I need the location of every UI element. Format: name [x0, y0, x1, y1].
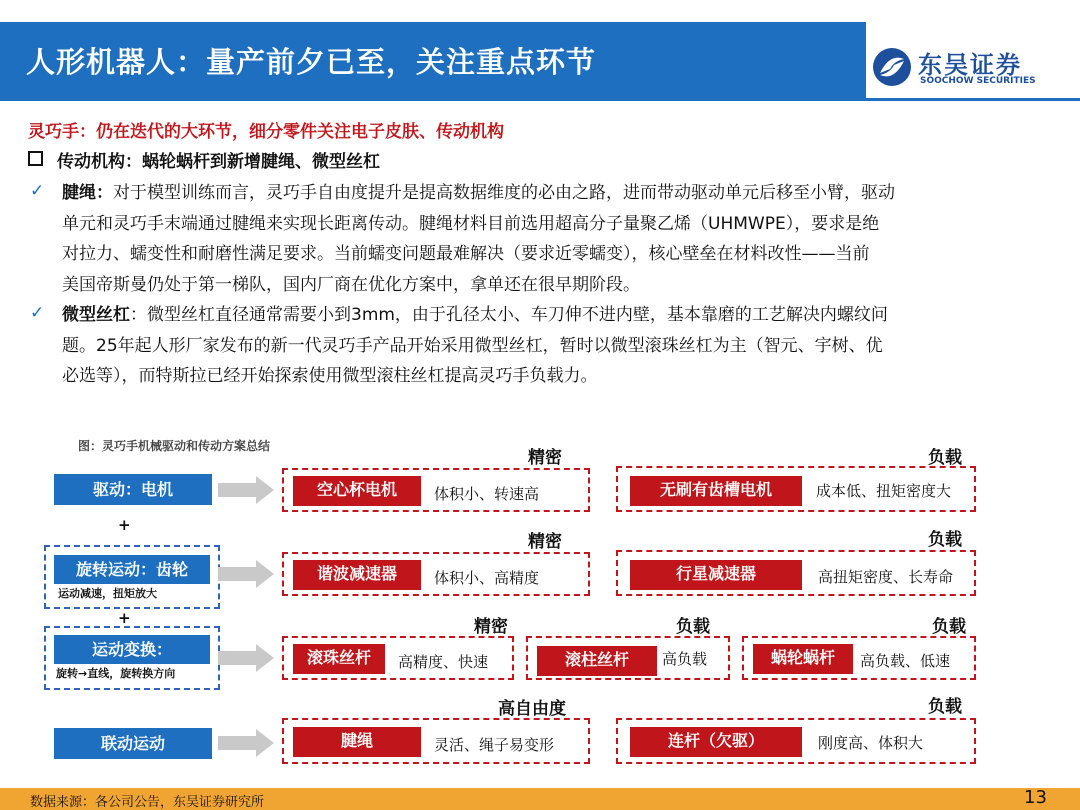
- row2-left-header: 精密: [528, 532, 562, 552]
- bullet-line: 美国帝斯曼仍处于第一梯队，国内厂商在优化方案中，拿单还在很早期阶段。: [62, 274, 640, 295]
- tendon-box: 腱绳: [293, 727, 421, 757]
- bullet-line: 单元和灵巧手末端通过腱绳来实现长距离传动。腱绳材料目前选用超高分子量聚乙烯（UHMWPE），要求是绝: [62, 213, 880, 234]
- arrow-right-icon: [216, 727, 276, 759]
- subtitle: 灵巧手：仍在迭代的大环节，细分零件关注电子皮肤、传动机构: [28, 122, 504, 142]
- section-heading: [28, 147, 380, 172]
- bullet-micro-screw: [62, 300, 1062, 392]
- check-icon: ✓: [30, 303, 45, 323]
- logo-text-cn: 东吴证券: [918, 51, 1022, 79]
- row2-right-feature: 高扭矩密度、长寿命: [818, 568, 954, 586]
- harmonic-reducer-box: 谐波减速器: [293, 560, 421, 590]
- rotate-gear-box: 旋转运动：齿轮: [54, 555, 210, 584]
- row3-a-feature: 高精度、快速: [398, 653, 489, 671]
- row3-b-feature: 高负载: [662, 650, 708, 668]
- check-icon: ✓: [30, 181, 45, 201]
- drive-motor-box: 驱动：电机: [54, 474, 212, 505]
- bullet-term: 腱绳：: [62, 183, 113, 203]
- plus-sign: +: [118, 609, 131, 627]
- bullet-line: 题。25年起人形厂家发布的新一代灵巧手产品开始采用微型丝杠，暂时以微型滚珠丝杠为主（智元、宇树、优: [62, 335, 883, 356]
- row4-right-header: 负载: [928, 697, 962, 717]
- transform-box: 运动变换：: [54, 635, 210, 664]
- data-source: 数据来源：各公司公告，东吴证券研究所: [30, 795, 265, 810]
- row2-left-feature: 体积小、高精度: [434, 569, 540, 587]
- bullet-term: 微型丝杠: [62, 305, 130, 325]
- row4-left-feature: 灵活、绳子易变形: [434, 736, 555, 754]
- arrow-right-icon: [216, 642, 276, 674]
- row3-a-header: 精密: [474, 617, 508, 637]
- linkage-box: 联动运动: [54, 728, 212, 759]
- arrow-right-icon: [216, 558, 276, 590]
- logo-text-en: SOOCHOW SECURITIES: [920, 76, 1036, 86]
- row3-b-header: 负载: [676, 617, 710, 637]
- header-rule: [0, 98, 1080, 101]
- bullet-line: ：微型丝杠直径通常需要小到3mm，由于孔径太小、车刀伸不进内壁，基本靠磨的工艺解决内螺纹问: [130, 305, 888, 325]
- row3-c-header: 负载: [932, 617, 966, 637]
- bullet-tendon: [62, 178, 1062, 300]
- row2-right-header: 负载: [928, 530, 962, 550]
- figure-caption: 图：灵巧手机械驱动和传动方案总结: [78, 439, 271, 453]
- row1-left-header: 精密: [528, 448, 562, 468]
- row1-right-header: 负载: [928, 448, 962, 468]
- section-heading-text: 传动机构：蜗轮蜗杆到新增腱绳、微型丝杠: [57, 152, 380, 172]
- row3-c-feature: 高负载、低速: [860, 652, 951, 670]
- row1-left-feature: 体积小、转速高: [434, 485, 540, 503]
- linkage-rod-box: 连杆（欠驱）: [630, 727, 802, 757]
- transform-note: 旋转→直线，旋转换方向: [56, 667, 176, 680]
- arrow-right-icon: [216, 474, 276, 506]
- row4-left-header: 高自由度: [498, 699, 566, 719]
- square-bullet-icon: [28, 151, 43, 166]
- bullet-line: 对拉力、蠕变性和耐磨性满足要求。当前蠕变问题最难解决（要求近零蠕变），核心壁垒在材料改性——当前: [62, 244, 870, 264]
- brushless-motor-box: 无刷有齿槽电机: [630, 476, 802, 506]
- hollow-cup-motor-box: 空心杯电机: [293, 476, 421, 506]
- bullet-line: 必选等），而特斯拉已经开始探索使用微型滚柱丝杠提高灵巧手负载力。: [62, 366, 598, 386]
- page-number: 13: [1024, 787, 1047, 808]
- bullet-line: 对于模型训练而言，灵巧手自由度提升是提高数据维度的必由之路，进而带动驱动单元后移至小臂，驱动: [113, 183, 895, 203]
- planetary-reducer-box: 行星减速器: [630, 560, 802, 590]
- rotate-note: 运动减速，扭矩放大: [58, 587, 157, 600]
- row4-right-feature: 刚度高、体积大: [818, 734, 924, 752]
- page-title: 人形机器人：量产前夕已至，关注重点环节: [26, 45, 597, 79]
- soochow-logo-icon: [872, 47, 912, 87]
- row1-right-feature: 成本低、扭矩密度大: [816, 482, 952, 500]
- ball-screw-box: 滚珠丝杆: [293, 644, 385, 674]
- worm-gear-box: 蜗轮蜗杆: [753, 644, 853, 674]
- plus-sign: +: [118, 516, 131, 534]
- roller-screw-box: 滚柱丝杆: [537, 646, 657, 676]
